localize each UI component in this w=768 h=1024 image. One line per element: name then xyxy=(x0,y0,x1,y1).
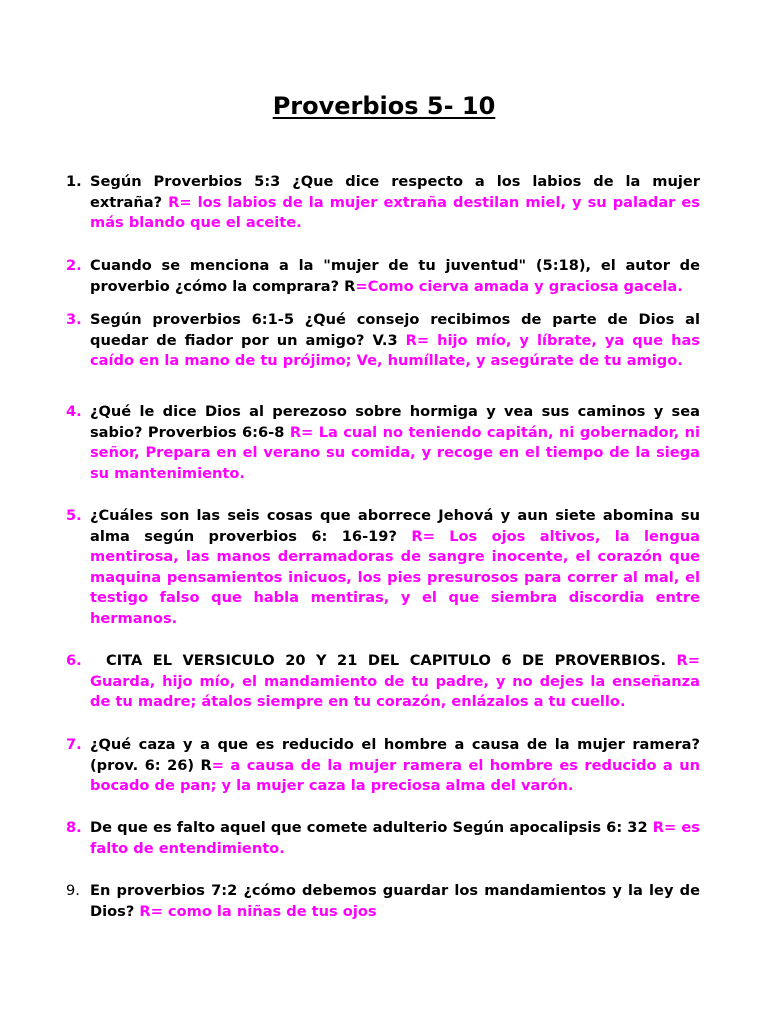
answer-text: R= los labios de la mujer extraña destilan miel, y su paladar es más blando que el aceite. xyxy=(90,193,700,231)
list-item-4 xyxy=(66,402,700,484)
question-text: En proverbios 7:2 ¿cómo debemos guardar los mandamientos y la ley de Dios? xyxy=(90,882,700,920)
item-number: 8. xyxy=(66,819,82,836)
answer-text: =Como cierva amada y graciosa gacela. xyxy=(355,277,683,295)
list-item-1 xyxy=(66,172,700,234)
page-title: Proverbios 5- 10 xyxy=(272,92,496,120)
item-number: 9. xyxy=(66,882,80,899)
question-text: Cuando se menciona a la "mujer de tu juventud" (5:18), el autor de proverbio ¿cómo la comprara? R xyxy=(90,257,700,295)
answer-text: R= es falto de entendimiento. xyxy=(90,819,700,857)
list-item-6 xyxy=(66,651,700,713)
list-item-5 xyxy=(66,506,700,629)
question-text: Según Proverbios 5:3 ¿Que dice respecto a los labios de la mujer extraña? xyxy=(90,173,700,211)
item-number: 2. xyxy=(66,257,82,274)
question-text: CITA EL VERSICULO 20 Y 21 DEL CAPITULO 6 DE PROVERBIOS. xyxy=(106,652,677,669)
item-number: 4. xyxy=(66,403,82,420)
list-item-9 xyxy=(66,881,700,922)
question-text: ¿Qué le dice Dios al perezoso sobre hormiga y vea sus caminos y sea sabio? Proverbios 6:6-8 xyxy=(90,403,700,441)
question-text: De que es falto aquel que comete adulterio Según apocalipsis 6: 32 xyxy=(90,819,653,836)
list-item-3 xyxy=(66,310,700,372)
list-item-7 xyxy=(66,735,700,797)
item-number: 3. xyxy=(66,311,82,328)
answer-text: R= Los ojos altivos, la lengua mentirosa, las manos derramadoras de sangre inocente, el corazón que maquina pensamientos inicuos, los pies presurosos para correr al mal, el testigo falso que habla mentiras, y el que siembra discordia entre hermanos. xyxy=(90,527,701,627)
question-text: Según proverbios 6:1-5 ¿Qué consejo recibimos de parte de Dios al quedar de fiador por un amigo? V.3 xyxy=(90,311,700,349)
item-number: 6. xyxy=(66,652,82,669)
question-text: ¿Qué caza y a que es reducido el hombre a causa de la mujer ramera? (prov. 6: 26) R xyxy=(90,736,700,774)
answer-text: = a causa de la mujer ramera el hombre es reducido a un bocado de pan; y la mujer caza la preciosa alma del varón. xyxy=(90,756,700,794)
answer-text: R= como la niñas de tus ojos xyxy=(139,902,377,920)
item-number: 1. xyxy=(66,173,82,190)
list-item-2 xyxy=(66,256,700,297)
answer-text: R= Guarda, hijo mío, el mandamiento de tu padre, y no dejes la enseñanza de tu madre; átalos siempre en tu corazón, enlázalos a tu cuello. xyxy=(90,652,700,710)
item-number: 5. xyxy=(66,507,82,524)
question-text: ¿Cuáles son las seis cosas que aborrece Jehová y aun siete abomina su alma según proverbios 6: 16-19? xyxy=(90,507,700,545)
list-item-8 xyxy=(66,818,700,859)
item-number: 7. xyxy=(66,736,82,753)
answer-text: R= hijo mío, y líbrate, ya que has caído en la mano de tu prójimo; Ve, humíllate, y asegúrate de tu amigo. xyxy=(90,331,700,369)
answer-text: R= La cual no teniendo capitán, ni gobernador, ni señor, Prepara en el verano su comida, y recoge en el tiempo de la siega su mantenimiento. xyxy=(90,423,700,482)
